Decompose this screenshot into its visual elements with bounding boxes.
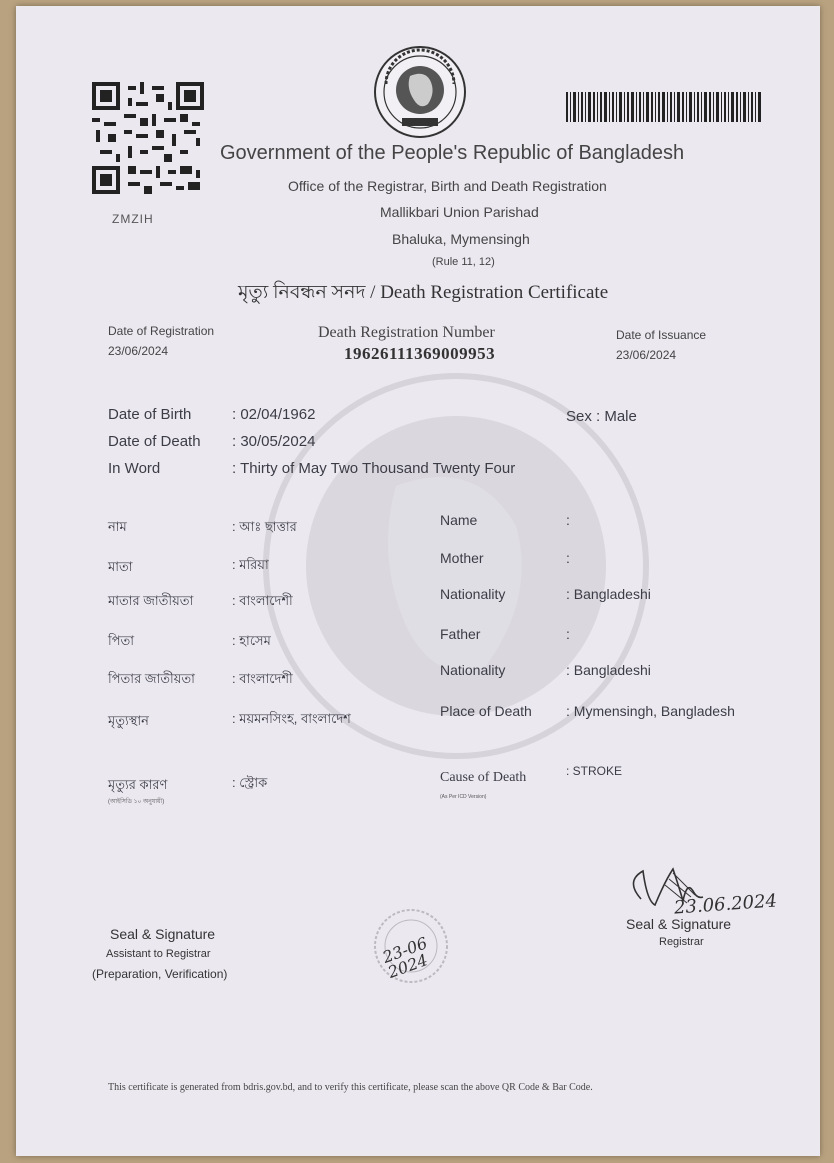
sex-value: Sex : Male [566, 408, 637, 425]
assistant-role: Assistant to Registrar [106, 948, 211, 960]
office-name: Office of the Registrar, Birth and Death Registration [288, 178, 607, 194]
certificate-paper [16, 6, 820, 1156]
father-en-value: : [566, 626, 570, 642]
date-of-registration-label: Date of Registration [108, 324, 215, 338]
date-of-birth-label: Date of Birth [108, 406, 192, 423]
date-of-birth-value: : 02/04/1962 [232, 406, 316, 423]
mother-en-value: : [566, 550, 570, 566]
name-bn-label: নাম [108, 519, 127, 534]
assistant-sub-role: (Preparation, Verification) [92, 967, 228, 981]
mother-bn-label: মাতা [108, 559, 133, 574]
place-of-death-en-value: : Mymensingh, Bangladesh [566, 703, 735, 719]
cause-en-note: (As Per ICD Version) [440, 794, 487, 800]
place-of-death-en-label: Place of Death [440, 703, 532, 719]
location-name: Bhaluka, Mymensingh [392, 231, 530, 247]
registration-number-label: Death Registration Number [318, 324, 495, 341]
father-nationality-en-value: : Bangladeshi [566, 662, 651, 678]
date-of-issuance-value: 23/06/2024 [616, 348, 677, 362]
rule-reference: (Rule 11, 12) [432, 256, 495, 268]
date-of-death-label: Date of Death [108, 433, 201, 450]
government-title: Government of the People's Republic of Bangladesh [220, 142, 685, 164]
in-word-value: : Thirty of May Two Thousand Twenty Four [232, 460, 516, 477]
registrar-handwritten-date: 23.06.2024 [673, 890, 778, 919]
cause-bn-note: (আইসিডি ১০ অনুযায়ী) [108, 799, 165, 805]
name-bn-value: : আঃ ছাত্তার [232, 519, 297, 534]
mother-nationality-bn-label: মাতার জাতীয়তা [108, 593, 194, 608]
date-of-death-value: : 30/05/2024 [232, 433, 316, 450]
father-nationality-bn-label: পিতার জাতীয়তা [108, 671, 195, 686]
in-word-label: In Word [108, 460, 161, 477]
father-en-label: Father [440, 626, 481, 642]
barcode-icon [566, 92, 762, 122]
registration-number-value: 19626111369009953 [344, 344, 496, 363]
father-nationality-bn-value: : বাংলাদেশী [232, 671, 293, 686]
mother-bn-value: : মরিয়া [232, 557, 269, 572]
place-of-death-bn-label: মৃত্যুস্থান [108, 713, 149, 728]
registrar-role: Registrar [659, 936, 704, 948]
footer-note: This certificate is generated from bdris.gov.bd, and to verify this certificate, please scan the above QR Code & Bar Code. [108, 1082, 593, 1093]
mother-nationality-en-label: Nationality [440, 586, 506, 602]
father-bn-label: পিতা [108, 633, 135, 648]
cause-of-death-en-value: : STROKE [566, 764, 623, 778]
registrar-seal-title: Seal & Signature [626, 916, 732, 932]
qr-code-caption: ZMZIH [112, 212, 154, 226]
mother-nationality-bn-value: : বাংলাদেশী [232, 593, 293, 608]
place-of-death-bn-value: : ময়মনসিংহ, বাংলাদেশ [232, 711, 351, 726]
cause-of-death-bn-label: মৃত্যুর কারণ [108, 777, 168, 792]
union-name: Mallikbari Union Parishad [380, 204, 539, 220]
center-handwritten-date: 23-06 2024 [379, 933, 431, 982]
father-nationality-en-label: Nationality [440, 662, 506, 678]
cause-of-death-en-label: Cause of Death [440, 770, 527, 785]
name-en-label: Name [440, 512, 478, 528]
father-bn-value: : হাসেম [232, 633, 271, 648]
certificate-title: মৃত্যু নিবন্ধন সনদ / Death Registration Certificate [238, 282, 609, 303]
name-en-value: : [566, 512, 570, 528]
mother-nationality-en-value: : Bangladeshi [566, 586, 651, 602]
mother-en-label: Mother [440, 550, 484, 566]
government-emblem-icon [372, 44, 468, 140]
date-of-issuance-label: Date of Issuance [616, 328, 707, 342]
date-of-registration-value: 23/06/2024 [108, 344, 169, 358]
assistant-seal-title: Seal & Signature [110, 926, 216, 942]
qr-code-icon [92, 82, 204, 194]
cause-of-death-bn-value: : স্ট্রোক [232, 775, 268, 790]
